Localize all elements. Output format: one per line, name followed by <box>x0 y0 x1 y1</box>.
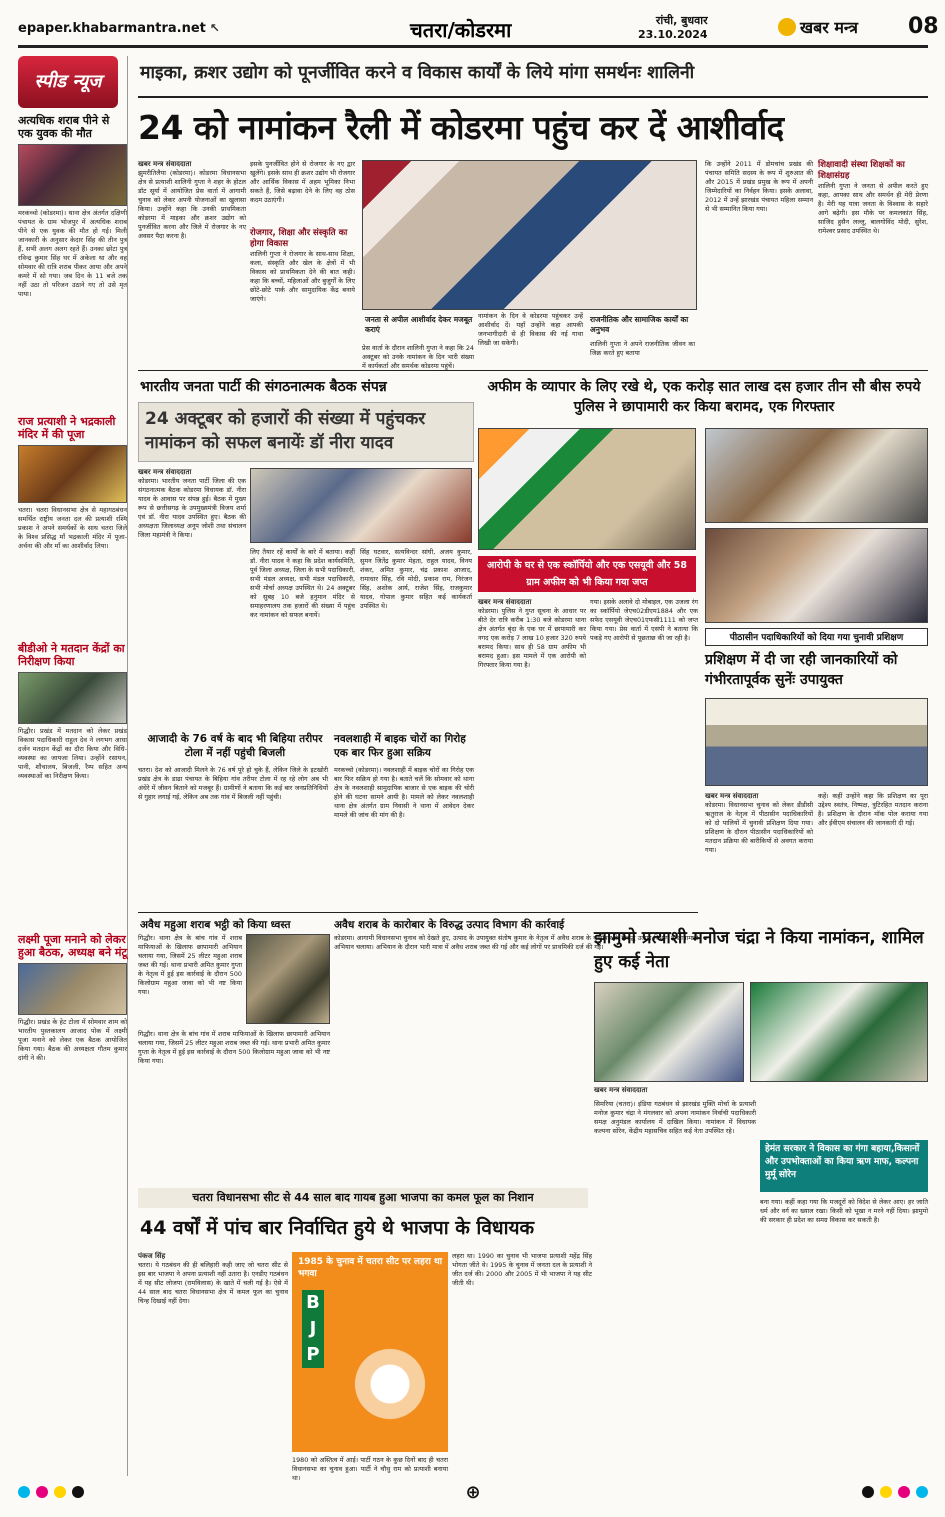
article-text: शालिनी गुप्ता ने अपने राजनीतिक जीवन का जिक्र करते हुए बताया <box>590 340 695 357</box>
lotus-icon <box>342 1312 438 1432</box>
bjp-col-1 <box>138 468 246 732</box>
bhatti-col-1 <box>138 934 242 1026</box>
police-station-photo <box>705 428 928 523</box>
article-text: कहें। कहीं उन्होंने कहा कि प्रशिक्षण का पूरा उद्देश्य स्वतंत्र, निष्पक्ष, त्रुटिरहित मतदान कराना है। प्रशिक्षण के दौरान मॉक पोल कराया गया और ईवीएम संचालन की जानकारी दी गई। <box>818 792 928 827</box>
masthead <box>18 12 939 48</box>
bike-thief-col <box>334 766 474 906</box>
training-headline: प्रशिक्षण में दी जा रही जानकारियों को गंभीरतापूर्वक सुनेंः उपायुक्त <box>705 652 898 688</box>
left-headline-4: लक्ष्मी पूजा मनाने को लेकर हुआ बैठक, अध्यक्ष बने मंटू <box>18 933 128 959</box>
rule <box>138 912 698 913</box>
subheading: राजनीतिक और सामाजिक कार्यों का अनुभव <box>590 315 689 334</box>
chatra-col-2 <box>292 1456 448 1482</box>
color-dot <box>880 1486 892 1498</box>
bjp-meeting-headline: 24 अक्टूबर को हजारों की संख्या में पहुंचकर नामांकन को सफल बनायेंः डॉ नीरा यादव <box>145 409 426 453</box>
article-text: इसके पुनर्जीवित होने से रोजगार के नए द्वार खुलेंगे। इसके साथ ही क्रशर उद्योग भी रोजगार और आर्थिक विकास में अहम भूमिका निभा सकते हैं, जिसे बढ़ावा देने के लिए वह ठोस कदम उठाएंगी। <box>250 160 355 204</box>
article-text: गया। इसके अलावे दो मोबाइल, एक उजला रंग का स्कॉर्पियो जेएच02डीएम1884 और एक सफेद एसयूवी जेएच01एफसी1111 को जप्त किया गया। प्रेस वार्ता में एसपी ने बताया कि पकड़े गए आरोपी से पूछताछ की जा रही है। <box>590 598 698 642</box>
color-dot <box>54 1486 66 1498</box>
article-text: नामांकन के दिन वे कोडरमा पहुंचकर उन्हें आशीर्वाद दें। यहाँ उन्होंने कहा आपकी जनभागीदारी से ही विकास की नई गाथा लिखी जा सकेगी। <box>478 312 583 347</box>
jmm-teal-box: हेमंत सरकार ने विकास का गंगा बहाया,किसानों और उपभोक्ताओं का किया ऋण माफ, कल्पना मुर्मू सोरेन <box>760 1140 928 1192</box>
article-text: कि उन्होंने 2011 में डोमचांच प्रखंड की पंचायत समिति सदस्य के रूप में शुरुआत की और 2015 में प्रखंड प्रमुख के रूप में अपनी जिम्मेदारियों का निर्वहन किया। इसके अलावा, 2012 में उन्हें झारखंड पंचायत महिला सम्मान से भी सम्मानित किया गया। <box>705 160 813 213</box>
jmm-byline <box>594 1086 754 1095</box>
excise-headline: अवैध शराब के कारोबार के विरुद्ध उत्पाद विभाग की कार्रवाई <box>334 919 565 931</box>
left-text-1: मरकच्चो (कोडरमा)। थाना क्षेत्र अंतर्गत दक्षिणी पंचायत के ग्राम भोजपुर में अत्यधिक शराब पीने से एक युवक की मौत हो गई। मिली जानकारी के अनुसार केदार सिंह की तीन पुत्र हैं, सभी अलग अलग रहते हैं। उनका छोटा पुत्र रविन्द्र कुमार सिंह घर में अकेला था और वह सोमवार की रात्रि शराब पीकर आया और अपने कमरे में सो गया। जब दिन के 11 बजे तक नहीं उठा तो परिजन उठाने गए तो उसे मृत पाया। <box>18 209 127 298</box>
left-photo-4 <box>18 963 127 1015</box>
article-text: मरकच्चो (कोडरमा)। नवलशाही में बाइक चोरों का गिरोह एक बार फिर सक्रिय हो गया है। बताते चलें कि सोमवार को थाना क्षेत्र के नवलशाही सामुदायिक बाजार से एक बाइक की चोरी होने की घटना सामने आयी है। मामले को लेकर नवलशाही थाना क्षेत्र अंतर्गत ग्राम निवासी ने थाना में आवेदन देकर मामले की जांच की मांग की है। <box>334 766 474 819</box>
brand-logo: खबर मन्त्र <box>778 16 858 38</box>
section-title: चतरा/कोडरमा <box>410 18 512 42</box>
bike-thief-headline: नवलशाही में बाइक चोरों का गिरोह एक बार फिर हुआ सक्रिय <box>334 733 466 759</box>
bjp-letter: P <box>306 1344 320 1365</box>
opium-col-2 <box>590 598 698 916</box>
left-photo-2 <box>18 445 127 503</box>
left-headline-1: अत्यधिक शराब पीने से एक युवक की मौत <box>18 114 110 140</box>
opium-redbar: आरोपी के घर से एक स्कॉर्पियो और एक एसयूवी और 58 ग्राम अफीम को भी किया गया जप्त <box>478 556 696 592</box>
bjp-letter: J <box>309 1318 317 1339</box>
arrest-photo <box>705 528 928 623</box>
top-col-7 <box>818 160 928 357</box>
color-dot <box>18 1486 30 1498</box>
color-dot <box>916 1486 928 1498</box>
article-text: 1980 को अस्तित्व में आई। पार्टी गठन के कुछ दिनों बाद ही चतरा विधानसभा का चुनाव हुआ। पार्टी ने चौथु राम को प्रत्याशी बनाया था। <box>292 1456 448 1482</box>
color-dot <box>898 1486 910 1498</box>
date-block <box>638 14 708 42</box>
article-text: शालिनी गुप्ता ने रोजगार के साथ-साथ शिक्षा, कला, संस्कृति और खेल के क्षेत्रों में भी विकास को प्राथमिकता देने की बात कही। कहा कि बच्चों, महिलाओं और बुजुर्गों के लिए छोटे-छोटे पार्क और सामुदायिक केंद्र बनाये जाएंगे। <box>250 250 355 303</box>
top-col-4 <box>362 344 474 370</box>
chatra-col-1 <box>138 1252 288 1469</box>
rule <box>138 96 928 98</box>
training-bar: पीठासीन पदाधिकारियों को दिया गया चुनावी प्रशिक्षण <box>705 628 928 646</box>
bjp-1985-box <box>292 1252 448 1452</box>
article-text: चतरा। ये गठबंधन की ही बलिहारी कही जाए जो चतरा सीट से इस बार भाजपा ने अपना प्रत्याशी नहीं उतारा है। एनडीए गठबंधन में यह सीट लोजपा (रामविलास) के खाते में चली गई है। ऐसे में 44 साल बाद चतरा विधानसभा क्षेत्र में कमल फूल का चुनाव चिन्ह दिखाई नहीं देगा। <box>138 1261 288 1305</box>
top-kicker: माइका, क्रशर उद्योग को पूनर्जीवित करने व विकास कार्यों के लिये मांगा समर्थनः शालिनी <box>140 63 695 83</box>
registration-mark-icon: ⊕ <box>465 1481 481 1503</box>
article-text: गिद्धौर। थाना क्षेत्र के बांच गांव में शराब माफियाओं के खिलाफ छापामारी अभियान चलाया गया, जिसमें 25 लीटर महुआ शराब जब्त की गई। थाना प्रभारी अमित कुमार गुप्ता के नेतृत्व में हुई इस कार्रवाई के दौरान 500 किलोग्राम महुआ जावा को भी नष्ट किया गया। <box>138 934 242 996</box>
jmm-headline: झामुमो प्रत्याशी मनोज चंद्रा ने किया नामांकन, शामिल हुए कई नेता <box>594 928 924 972</box>
left-text-2: चतरा। चतरा विधानसभा क्षेत्र से महागठबंधन समर्थित राष्ट्रीय जनता दल की प्रत्याशी रश्मि प्रकाश ने अपने समर्थकों के साथ चतरा जिले के विश्व प्रसिद्ध माँ भद्रकाली मंदिर में पूजा-अर्चना की और माँ का आशीर्वाद लिया। <box>18 506 127 550</box>
article-text: गिद्धौर। थाना क्षेत्र के बांच गांव में शराब माफियाओं के खिलाफ छापामारी अभियान चलाया गया, जिसमें 25 लीटर महुआ शराब जब्त की गई। थाना प्रभारी अमित कुमार गुप्ता के नेतृत्व में हुई इस कार्रवाई के दौरान 500 किलोग्राम महुआ जावा को भी नष्ट किया गया। <box>138 1030 330 1065</box>
left-headline-2: राज प्रत्याशी ने भद्रकाली मंदिर में की पूजा <box>18 415 116 441</box>
electricity-col <box>138 766 328 906</box>
color-dot <box>862 1486 874 1498</box>
byline: खबर मन्त्र संवाददाता <box>478 598 532 606</box>
left-speed-news-column <box>18 56 128 1476</box>
opium-col-1 <box>478 598 586 917</box>
subheading: रोजगार, शिक्षा और संस्कृति का होगा विकास <box>250 228 348 249</box>
bjp-letter: B <box>306 1292 320 1313</box>
bjp-box-label: 1985 के चुनाव में चतरा सीट पर लहरा था भगवा <box>298 1257 443 1279</box>
city-day: रांची, बुधवार <box>655 14 708 27</box>
cursor-icon: ↖ <box>209 21 220 35</box>
opium-press-photo <box>478 428 696 550</box>
bhatti-photo <box>246 934 330 1024</box>
left-photo-3 <box>18 672 127 724</box>
opium-headline: अफीम के व्यापार के लिए रखे थे, एक करोड़ सात लाख दस हजार तीन सौ बीस रुपये पुलिस ने छापामारी कर किया बरामद, एक गिरफ्तार <box>487 379 921 415</box>
bjp-col-2 <box>250 548 355 726</box>
press-conference-photo <box>362 160 697 310</box>
issue-date: 23.10.2024 <box>638 28 708 41</box>
left-text-3: गिद्धौर। प्रखंड में मतदान को लेकर प्रखंड विकास पदाधिकारी राहुल देव ने लगभग आधा दर्जन मतदान केंद्रों का दौरा किया और विधि-व्यवस्था का जायजा लिया। उन्होंने रसायन, पानी, शौचालय, बिजली, रैम्प सहित अन्य व्यवस्थाओं का निरीक्षण किया। <box>18 727 127 780</box>
jmm-col-1 <box>594 1100 756 1472</box>
article-text: झुमरीतिलैया (कोडरमा)। कोडरमा विधानसभा क्षेत्र से प्रत्याशी शालिनी गुप्ता ने शहर के होटल डॉट सूर्या में आयोजित प्रेस वार्ता में आगामी चुनाव को लेकर अपनी योजनाओं का खुलासा किया। उन्होंने कहा कि उनकी प्राथमिकता कोडरमा में माइका और क्रशर उद्योग को पुनर्जीवित करना और जिले में रोजगार के नए अवसर पैदा करना है। <box>138 169 246 240</box>
jmm-col-2 <box>760 1198 928 1472</box>
bhatti-headline: अवैध महुआ शराब भट्ठी को किया ध्वस्त <box>140 919 291 931</box>
jmm-photo-1 <box>594 982 744 1082</box>
article-text: सिमरिया (चतरा)। इंडिया गठबंधन से झारखंड मुक्ति मोर्चा के प्रत्याशी मनोज कुमार चंद्रा ने मंगलवार को अपना नामांकन निर्वाची पदाधिकारी समक्ष अनुमंडल कार्यालय में दाखिल किया। नामांकन में विधायक कल्पना सोरेन, केंद्रीय महासचिव सहित कई नेता उपस्थित रहे। <box>594 1100 756 1135</box>
top-col-2 <box>250 160 355 355</box>
top-col-6 <box>705 160 813 360</box>
article-text: चतरा। देश को आजादी मिलने के 76 वर्ष पूरे हो चुके हैं, लेकिन जिले के इटखोरी प्रखंड क्षेत्र के डाढा पंचायत के बिहिया गांव तरीपर टोला में रह रहे लोग अब भी अंधेरे में जीवन बिताने को मजबूर हैं। ग्रामीणों ने बताया कि कई बार जनप्रतिनिधियों से गुहार लगाई गई, लेकिन अब तक गांव में बिजली नहीं पहुंची। <box>138 766 328 801</box>
chatra-bar: चतरा विधानसभा सीट से 44 साल बाद गायब हुआ भाजपा का कमल फूल का निशान <box>138 1188 588 1208</box>
print-registration-footer <box>18 1480 928 1504</box>
top-headline: 24 को नामांकन रैली में कोडरमा पहुंच कर दें आशीर्वाद <box>138 108 784 147</box>
article-text: सिंह घटवार, सत्यविन्दर सांघी, अजय कुमार, सुमन जितेंद्र कुमार मेहता, राहुल यादव, विनय शंकर, अमित कुमार, चंद्र प्रकाश आजाद, रामाधार सिंह, रवि मोदी, प्रकाश राम, निरंजन सिंह, अशोक आर्य, राजेश सिंह, राजकुमार यादव, गोपाल कुमार सहित कई कार्यकर्ता उपस्थित थे। <box>360 548 472 610</box>
byline: खबर मन्त्र संवाददाता <box>705 792 759 800</box>
article-text: बना गया। कहीं कहा गया कि मजदूरों को विदेश से लेकर आए। हर जाति धर्म और वर्ग का ख्याल रखा। किसी को भूखा न मरने नहीं दिया। झामुमो की सरकार ही प्रदेश का समग्र विकास कर सकती है। <box>760 1198 928 1224</box>
color-dots-left <box>18 1486 84 1498</box>
article-text: कोडरमा। आगामी विधानसभा चुनाव को देखते हुए, उत्पाद के उपायुक्त संतोष कुमार के नेतृत्व में अवैध शराब के कारोबार के विरुद्ध उत्पाद विभाग ने छापामारी अभियान चलाया। अभियान के दौरान भारी मात्रा में अवैध शराब जब्त की गई और कई लोगों पर प्राथमिकी दर्ज की गई। <box>334 934 698 951</box>
electricity-headline: आजादी के 76 वर्ष के बाद भी बिहिया तरीपर टोला में नहीं पहुंची बिजली <box>147 733 323 759</box>
training-col-2 <box>818 792 928 916</box>
training-photo <box>705 698 928 786</box>
site-url[interactable]: epaper.khabarmantra.net ↖ <box>18 21 220 36</box>
subheading: शिक्षावादी संस्था शिक्षकों का शिक्षासंग्रह <box>818 160 905 181</box>
bjp-col-3 <box>360 548 472 726</box>
chatra-col-3 <box>452 1252 592 1474</box>
article-text: कोडरमा। पुलिस ने गुप्त सूचना के आधार पर बीते देर रात्रि करीब 1:30 बजे कोडरमा थाना क्षेत्र अंतर्गत बृंदा के एक घर में छापामारी कर नगद एक करोड़ 7 लाख 10 हजार 320 रुपये बरामद किया। साथ ही 58 ग्राम अफीम भी बरामद हुआ। इस मामले में एक आरोपी को गिरफ्तार किया गया है। <box>478 607 586 669</box>
byline: खबर मन्त्र संवाददाता <box>594 1086 648 1094</box>
bjp-meeting-headline-box <box>138 402 474 462</box>
speed-news-badge: स्पीड न्यूज <box>18 56 118 108</box>
top-col-1 <box>138 160 246 369</box>
article-text: शालिनी गुप्ता ने जनता से अपील करते हुए कहा, आपका साथ और समर्थन ही मेरी प्रेरणा है। मेरी यह यात्रा जनता के विश्वास के सहारे आगे बढ़ेगी। इस मौके पर कमलकांत सिंह, साजिद हुसैन लल्लू, बालगोविंद मोदी, सुरेश, रामेश्वर प्रसाद उपस्थित थे। <box>818 182 928 235</box>
rule <box>138 370 928 371</box>
top-col-5 <box>590 340 695 362</box>
byline: पंकज सिंह <box>138 1252 166 1260</box>
page-number: 08 <box>908 14 939 39</box>
article-text: लिए तैयार रहें कार्यों के बारे में बताया। कहीं डॉ. नीरा यादव ने कहा कि प्रदेश कार्यसमिति, पूर्व जिला अध्यक्ष, जिला के सभी पदाधिकारी, सभी मंडल अध्यक्ष, सभी मंडल पदाधिकारी, सभी मोर्चा अध्यक्ष उपस्थित थे। 24 अक्टूबर को सुबह 10 बजे हनुमान मंदिर से समाहरणालय तक हजारों की संख्या में पहुंच कर नामांकन को सफल बनायें। <box>250 548 355 619</box>
bjp-meeting-kicker: भारतीय जनता पार्टी की संगठनात्मक बैठक संपन्न <box>140 379 387 395</box>
left-photo-1 <box>18 144 127 206</box>
bjp-meeting-photo <box>250 468 472 543</box>
color-dot <box>72 1486 84 1498</box>
training-col-1 <box>705 792 813 921</box>
top-col-3 <box>478 312 583 364</box>
article-text: लहरा था। 1990 का चुनाव भी भाजपा प्रत्याशी महेंद्र सिंह भोगता जीते थे। 1995 के चुनाव में जनता दल के प्रत्याशी ने जीत दर्ज की। 2000 और 2005 में भी भाजपा ने यह सीट जीती थी। <box>452 1252 592 1287</box>
color-dots-right <box>862 1486 928 1498</box>
article-text: प्रेस वार्ता के दौरान शालिनी गुप्ता ने कहा कि 24 अक्टूबर को उनके नामांकन के दिन भारी संख्या में कार्यकर्ता और समर्थक कोडरमा पहुंचें। <box>362 344 474 370</box>
bjp-letters <box>302 1290 324 1368</box>
photo-caption: जनता से अपील आशीर्वाद देकर मजबूत कराएं <box>365 315 473 334</box>
byline: खबर मन्त्र संवाददाता <box>138 160 192 168</box>
color-dot <box>36 1486 48 1498</box>
left-text-4: गिद्धौर। प्रखंड के हेट टोला में सोमवार शाम को भारतीय पुस्तकालय आजाद पोक में लक्ष्मी पूजा मनाने को लेकर एक बैठक आयोजित किया गया। बैठक की अध्यक्षता गौतम कुमार दांगी ने की। <box>18 1018 127 1062</box>
left-headline-3: बीडीओ ने मतदान केंद्रों का निरीक्षण किया <box>18 642 125 668</box>
bhatti-col-2 <box>138 1030 330 1178</box>
chatra-headline: 44 वर्षों में पांच बार निर्वाचित हुये थे भाजपा के विधायक <box>140 1217 535 1239</box>
article-text: कोडरमा। भारतीय जनता पार्टी जिला की एक संगठनात्मक बैठक कोडरमा विधायक डॉ. नीरा यादव के आवास पर संपन्न हुई। बैठक में मुख्य रूप से छत्तीसगढ़ के उपमुख्यमंत्री विजय शर्मा एवं डॉ. नीरा यादव उपस्थित हुए। बैठक की अध्यक्षता जिलाध्यक्ष अनूप जोशी तथा संचालन जिला महामंत्री ने किया। <box>138 477 246 539</box>
byline: खबर मन्त्र संवाददाता <box>138 468 192 476</box>
article-text: कोडरमा। विधानसभा चुनाव को लेकर डीडीसी ऋतुराज के नेतृत्व में पीठासीन पदाधिकारियों को दो पालियों में चुनावी प्रशिक्षण दिया गया। प्रशिक्षण के दौरान पीठासीन पदाधिकारियों को मतदान प्रक्रिया की बारीकियों से अवगत कराया गया। <box>705 801 813 854</box>
jmm-photo-2 <box>750 982 928 1082</box>
sun-logo-icon <box>778 18 796 36</box>
